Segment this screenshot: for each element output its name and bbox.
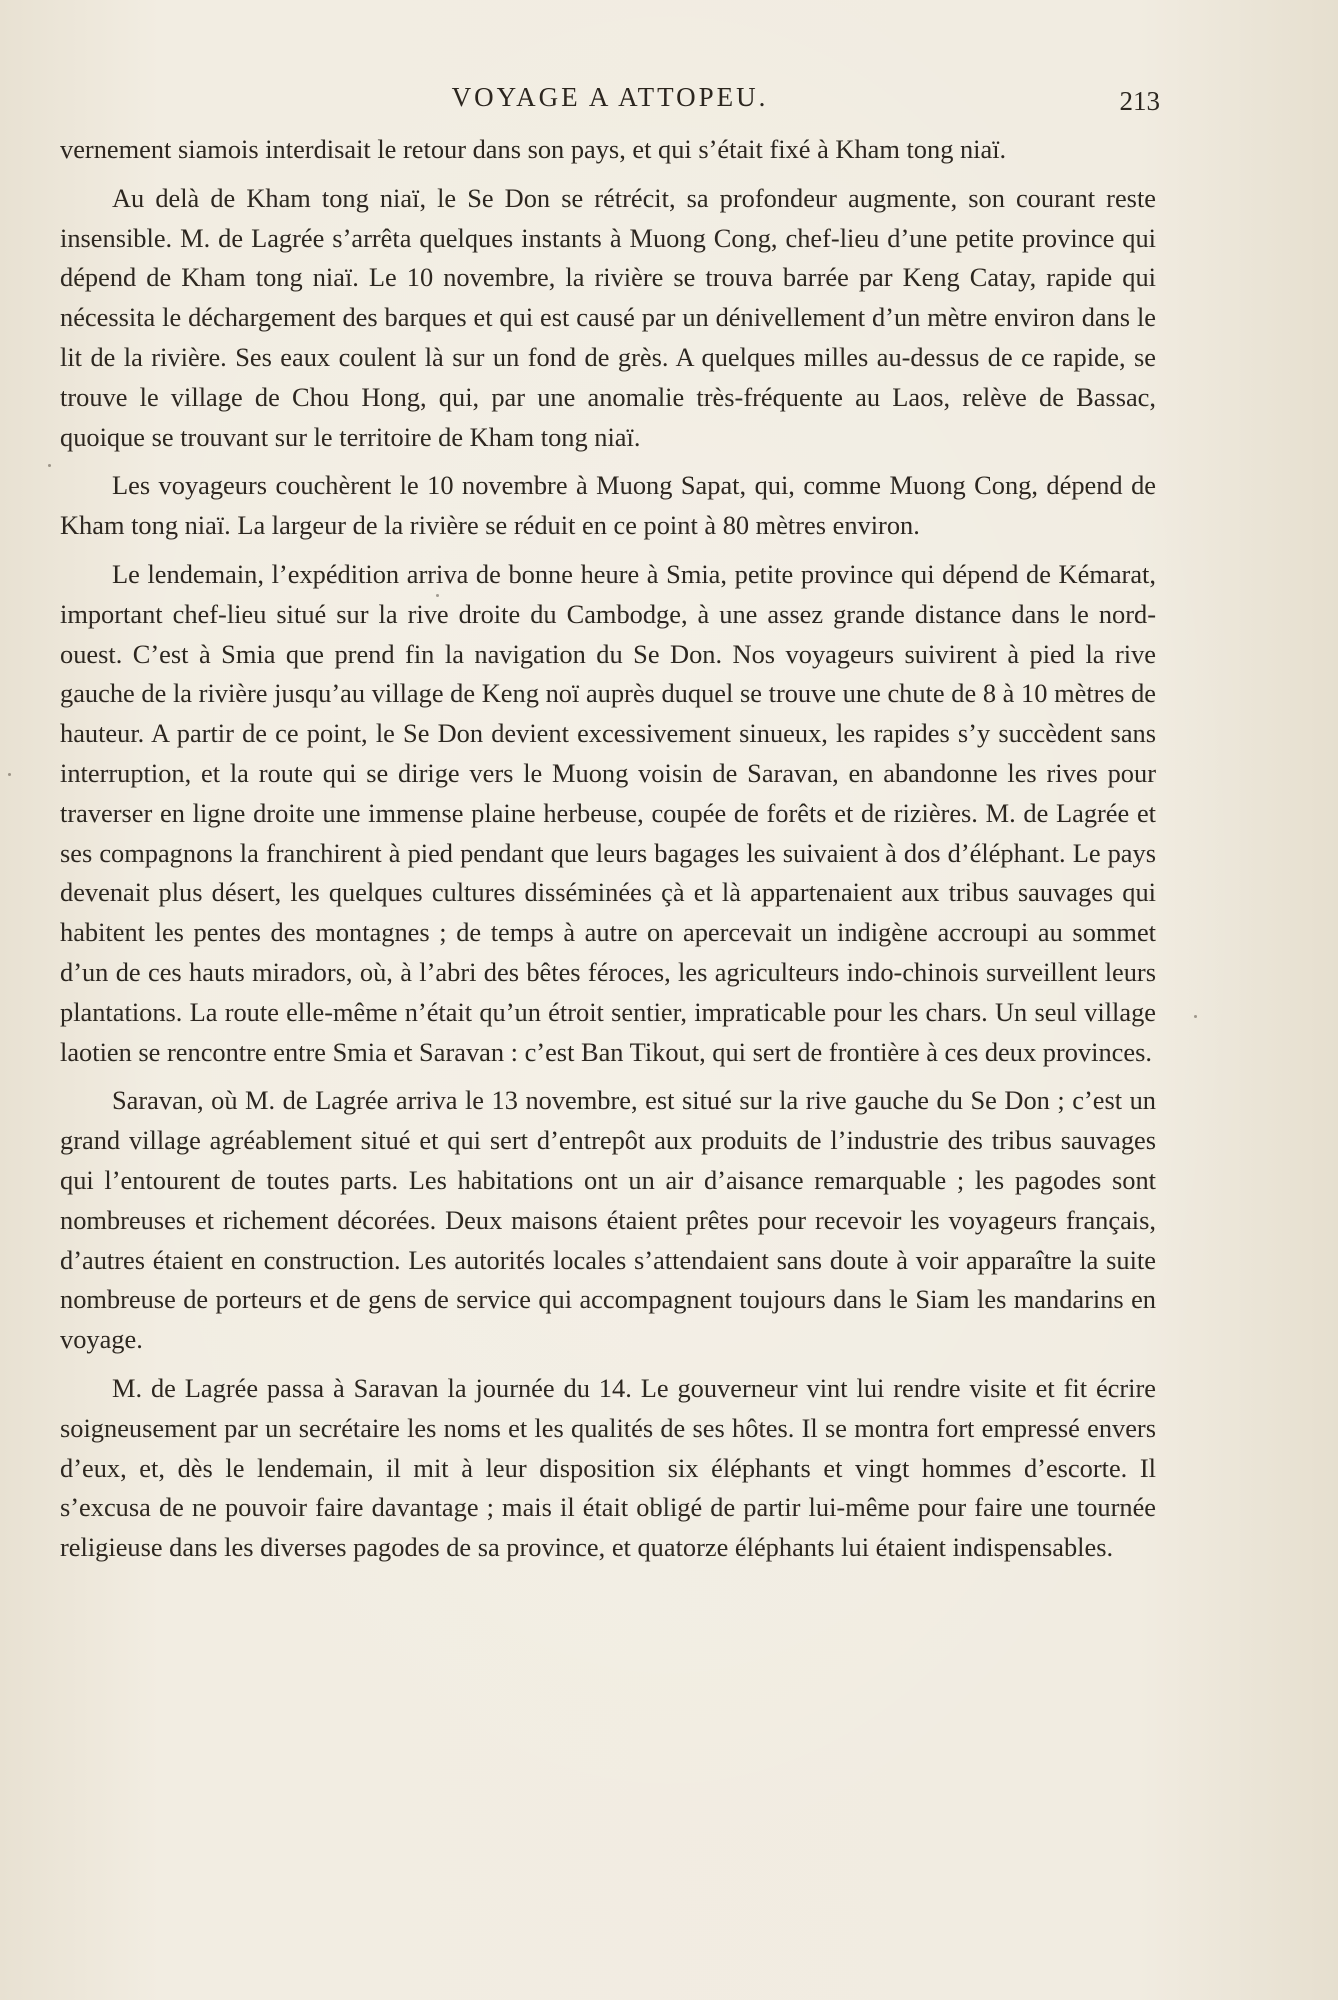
- body-text: [60, 130, 1156, 1577]
- paper-speck: [48, 464, 51, 467]
- paragraph: Saravan, où M. de Lagrée arriva le 13 novembre, est situé sur la rive gauche du Se Don ; c’est un grand village agréablement situé et qui sert d’entrepôt aux produits de l’industrie des tribus sauvages qui l’entourent de toutes parts. Les habitations ont un air d’aisance remarquable ; les pagodes sont nombreuses et richement décorées. Deux maisons étaient prêtes pour recevoir les voyageurs français, d’autres étaient en construction. Les autorités locales s’attendaient sans doute à voir apparaître la suite nombreuse de porteurs et de gens de service qui accompagnent toujours dans le Siam les mandarins en voyage.: [60, 1085, 1156, 1355]
- paper-speck: [8, 773, 11, 776]
- paragraph: Au delà de Kham tong niaï, le Se Don se rétrécit, sa profondeur augmente, son courant reste insensible. M. de Lagrée s’arrêta quelques instants à Muong Cong, chef-lieu d’une petite province qui dépend de Kham tong niaï. Le 10 novembre, la rivière se trouva barrée par Keng Catay, rapide qui nécessita le déchargement des barques et qui est causé par un dénivellement d’un mètre environ dans le lit de la rivière. Ses eaux coulent là sur un fond de grès. A quelques milles au-dessus de ce rapide, se trouve le village de Chou Hong, qui, par une anomalie très-fréquente au Laos, relève de Bassac, quoique se trouvant sur le territoire de Kham tong niaï.: [60, 182, 1156, 452]
- paragraph: Le lendemain, l’expédition arriva de bonne heure à Smia, petite province qui dépend de Kémarat, important chef-lieu situé sur la rive droite du Cambodge, à une assez grande distance dans le nord-ouest. C’est à Smia que prend fin la navigation du Se Don. Nos voyageurs suivirent à pied la rive gauche de la rivière jusqu’au village de Keng noï auprès duquel se trouve une chute de 8 à 10 mètres de hauteur. A partir de ce point, le Se Don devient excessivement sinueux, les rapides s’y succèdent sans interruption, et la route qui se dirige vers le Muong voisin de Saravan, en abandonne les rives pour traverser en ligne droite une immense plaine herbeuse, coupée de forêts et de rizières. M. de Lagrée et ses compagnons la franchirent à pied pendant que leurs bagages les suivaient à dos d’éléphant. Le pays devenait plus désert, les quelques cultures disséminées çà et là appartenaient aux tribus sauvages qui habitent les pentes des montagnes ; de temps à autre on apercevait un indigène accroupi au sommet d’un de ces hauts miradors, où, à l’abri des bêtes féroces, les agriculteurs indo-chinois surveillent leurs plantations. La route elle-même n’était qu’un étroit sentier, impraticable pour les chars. Un seul village laotien se rencontre entre Smia et Saravan : c’est Ban Tikout, qui sert de frontière à ces deux provinces.: [60, 558, 1156, 1067]
- paragraph: vernement siamois interdisait le retour dans son pays, et qui s’était fixé à Kham tong niaï.: [60, 134, 1007, 164]
- page-number: 213: [1119, 86, 1160, 116]
- paper-speck: [436, 594, 439, 597]
- paragraph: M. de Lagrée passa à Saravan la journée du 14. Le gouverneur vint lui rendre visite et fit écrire soigneusement par un secrétaire les noms et les qualités de ses hôtes. Il se montra fort empressé envers d’eux, et, dès le lendemain, il mit à leur disposition six éléphants et vingt hommes d’escorte. Il s’excusa de ne pouvoir faire davantage ; mais il était obligé de partir lui-même pour faire une tournée religieuse dans les diverses pagodes de sa province, et quatorze éléphants lui étaient indispensables.: [60, 1372, 1156, 1563]
- page-header: [60, 82, 1160, 122]
- running-title: VOYAGE A ATTOPEU.: [451, 82, 769, 112]
- paragraph: Les voyageurs couchèrent le 10 novembre à Muong Sapat, qui, comme Muong Cong, dépend de Kham tong niaï. La largeur de la rivière se réduit en ce point à 80 mètres environ.: [60, 470, 1156, 541]
- paper-speck: [1194, 1015, 1197, 1018]
